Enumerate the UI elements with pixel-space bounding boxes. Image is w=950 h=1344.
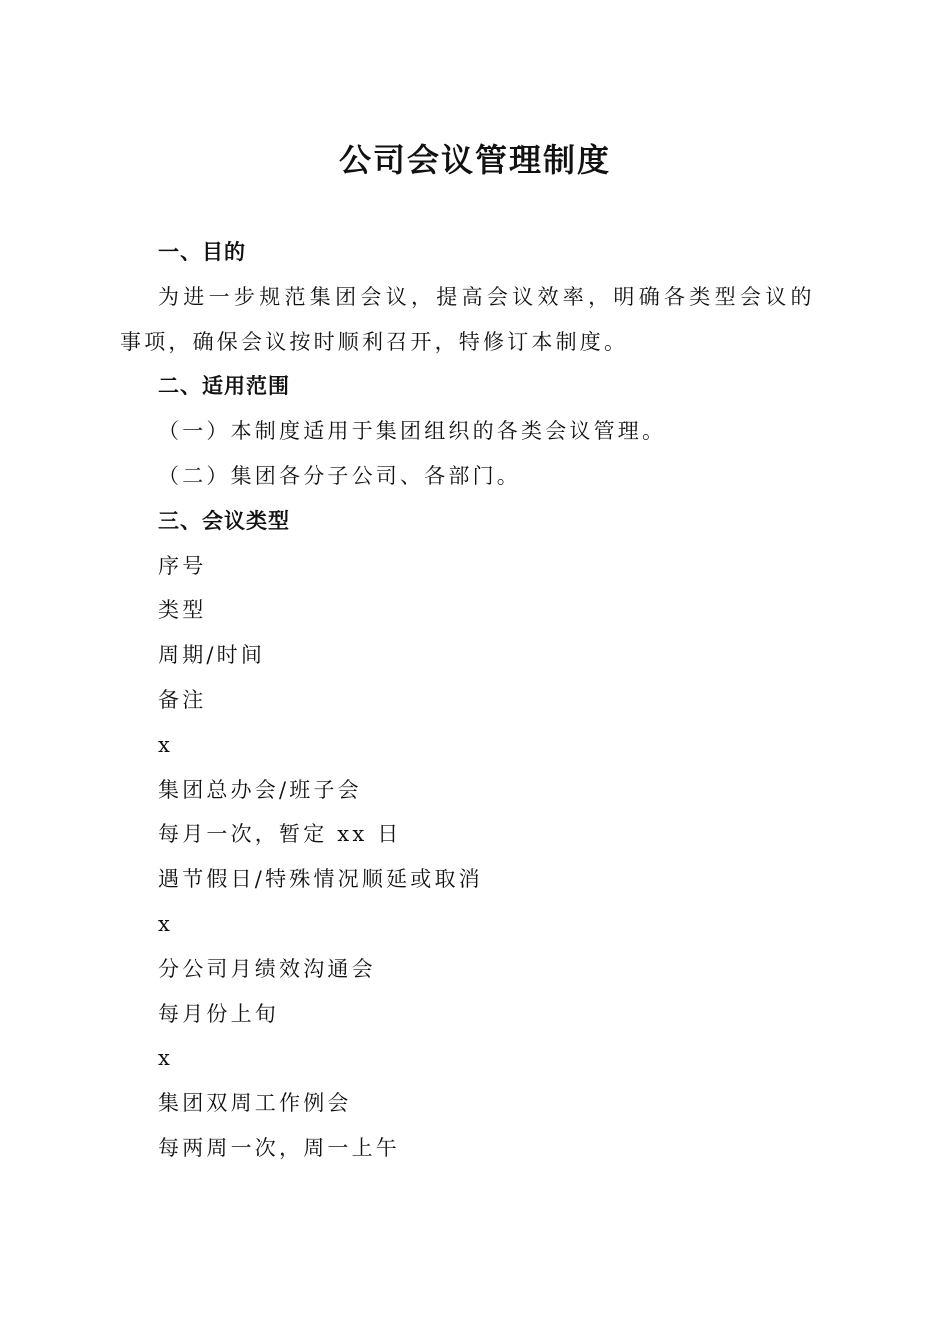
section-heading-purpose: 一、目的 — [158, 240, 246, 264]
table-header-note: 备注 — [158, 687, 207, 712]
row-1-note: 遇节假日/特殊情况顺延或取消 — [158, 867, 483, 892]
table-header-type: 类型 — [158, 598, 207, 623]
row-1-period: 每月一次，暂定 xx 日 — [158, 822, 402, 847]
row-3-no: x — [158, 1046, 174, 1071]
row-1-type: 集团总办会/班子会 — [158, 777, 362, 802]
row-1-no: x — [158, 732, 174, 757]
section-heading-meeting-types: 三、会议类型 — [158, 508, 290, 533]
table-header-no: 序号 — [158, 553, 207, 578]
row-2-no: x — [158, 911, 174, 936]
row-3-type: 集团双周工作例会 — [158, 1091, 352, 1116]
table-header-period: 周期/时间 — [158, 643, 266, 668]
document-body — [120, 230, 830, 1171]
document-title: 公司会议管理制度 — [338, 141, 611, 179]
section-heading-scope: 二、适用范围 — [158, 374, 290, 399]
purpose-paragraph-line-1: 为进一步规范集团会议，提高会议效率，明确各类型会议的 — [158, 284, 816, 309]
scope-item-1: （一）本制度适用于集团组织的各类会议管理。 — [158, 419, 667, 444]
row-2-period: 每月份上旬 — [158, 1001, 279, 1026]
row-3-period: 每两周一次，周一上午 — [158, 1135, 400, 1160]
row-2-type: 分公司月绩效沟通会 — [158, 956, 376, 981]
scope-item-2: （二）集团各分子公司、各部门。 — [158, 463, 521, 488]
purpose-paragraph-line-2: 事项，确保会议按时顺利召开，特修订本制度。 — [120, 329, 629, 354]
